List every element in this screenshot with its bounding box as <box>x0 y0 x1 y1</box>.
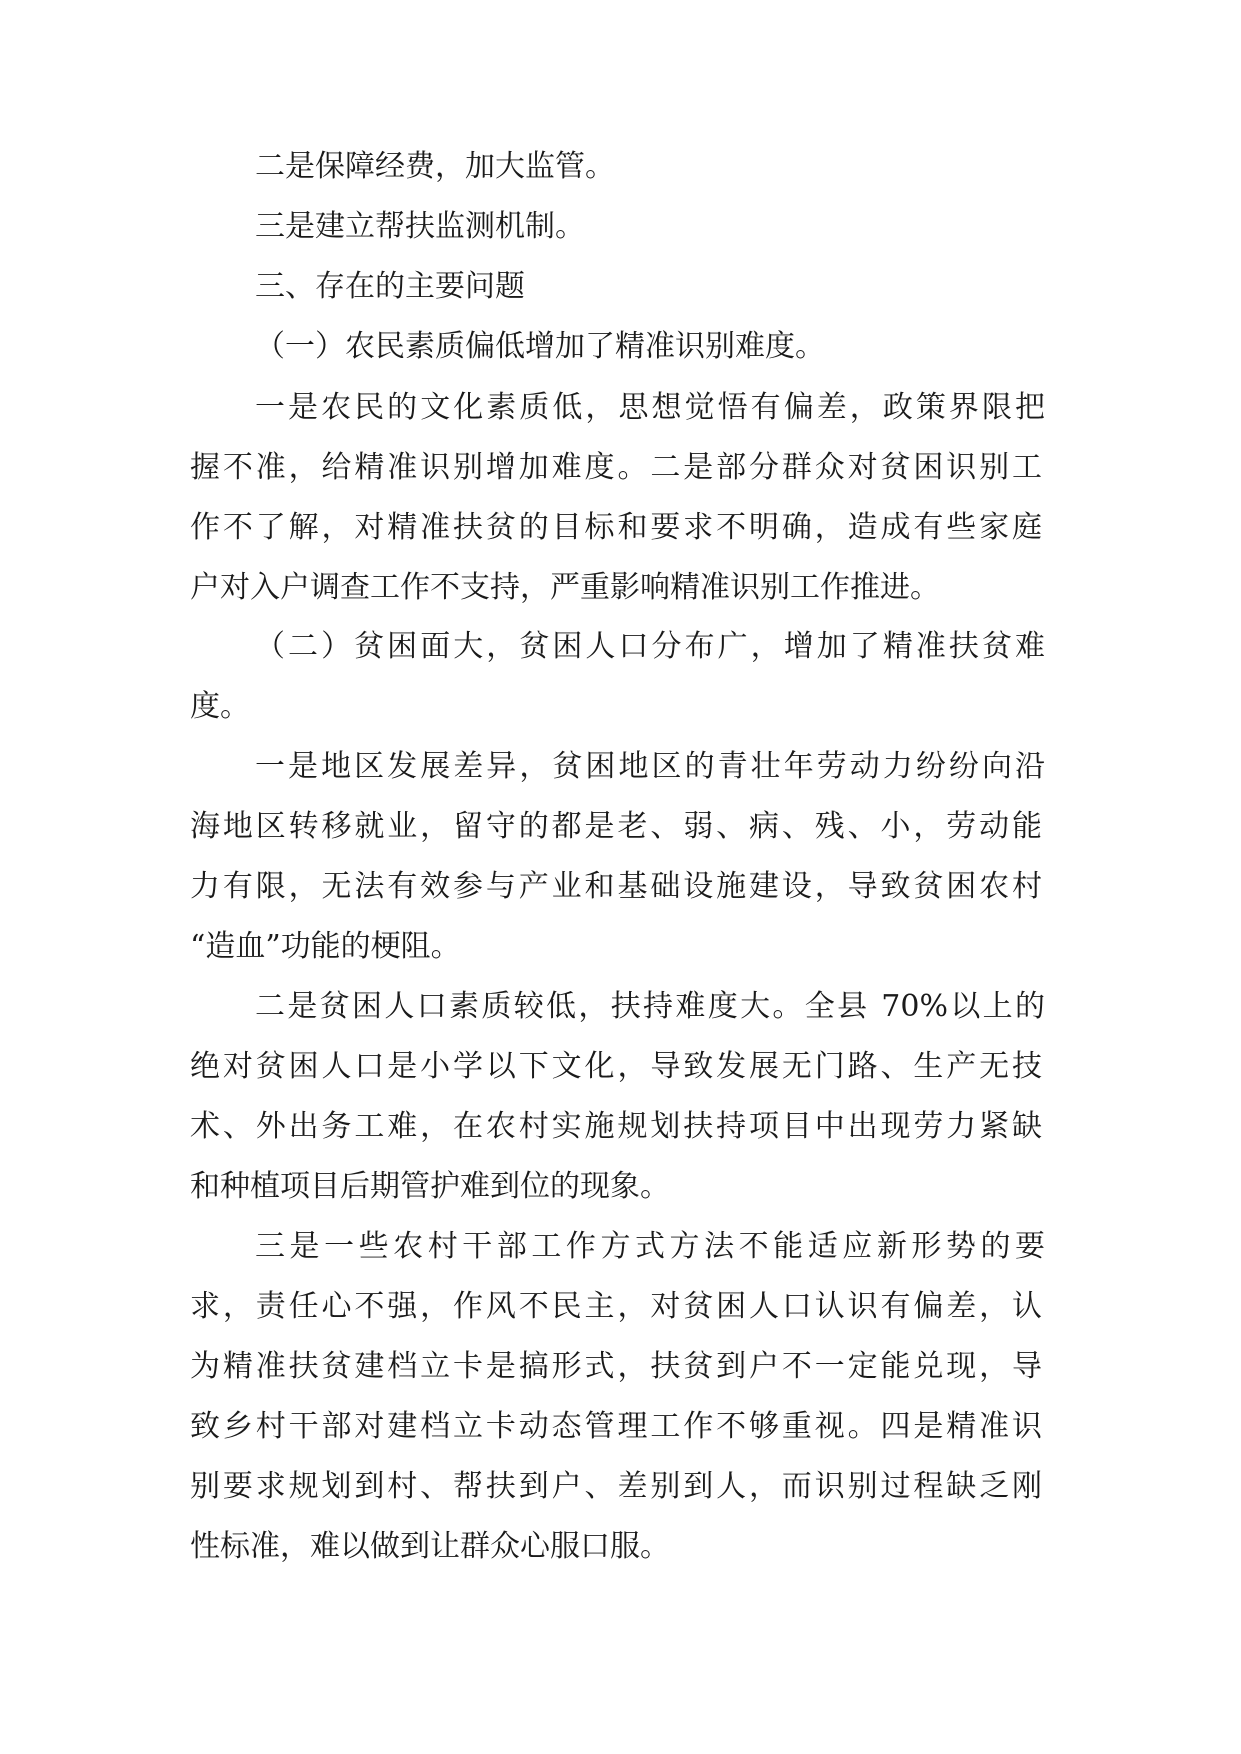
paragraph-line: 一是农民的文化素质低，思想觉悟有偏差，政策界限把 <box>255 390 1045 425</box>
paragraph-line: 性标准，难以做到让群众心服口服。 <box>190 1529 670 1564</box>
paragraph-line: 为精准扶贫建档立卡是搞形式，扶贫到户不一定能兑现，导 <box>190 1349 1042 1384</box>
paragraph-line: “造血”功能的梗阻。 <box>190 929 461 964</box>
subsection-heading: （二）贫困面大，贫困人口分布广，增加了精准扶贫难 <box>255 629 1045 664</box>
paragraph-line: 二是贫困人口素质较低，扶持难度大。全县 70%以上的 <box>255 989 1045 1024</box>
paragraph-line: 三是建立帮扶监测机制。 <box>255 209 585 244</box>
paragraph-line: 致乡村干部对建档立卡动态管理工作不够重视。四是精准识 <box>190 1409 1042 1444</box>
paragraph-line: 一是地区发展差异，贫困地区的青壮年劳动力纷纷向沿 <box>255 749 1045 784</box>
subsection-heading: （一）农民素质偏低增加了精准识别难度。 <box>255 329 825 364</box>
paragraph-line: 作不了解，对精准扶贫的目标和要求不明确，造成有些家庭 <box>190 510 1042 545</box>
paragraph-line: 别要求规划到村、帮扶到户、差别到人，而识别过程缺乏刚 <box>190 1469 1042 1504</box>
paragraph-line: 绝对贫困人口是小学以下文化，导致发展无门路、生产无技 <box>190 1049 1042 1084</box>
paragraph-line: 握不准，给精准识别增加难度。二是部分群众对贫困识别工 <box>190 450 1042 485</box>
paragraph-line: 术、外出务工难，在农村实施规划扶持项目中出现劳力紧缺 <box>190 1109 1042 1144</box>
paragraph-line: 和种植项目后期管护难到位的现象。 <box>190 1169 670 1204</box>
paragraph-line: 二是保障经费，加大监管。 <box>255 149 615 184</box>
subsection-heading: 度。 <box>190 689 250 724</box>
paragraph-line: 海地区转移就业，留守的都是老、弱、病、残、小，劳动能 <box>190 809 1042 844</box>
paragraph-line: 求，责任心不强，作风不民主，对贫困人口认识有偏差，认 <box>190 1289 1042 1324</box>
paragraph-line: 户对入户调查工作不支持，严重影响精准识别工作推进。 <box>190 570 940 605</box>
paragraph-line: 力有限，无法有效参与产业和基础设施建设，导致贫困农村 <box>190 869 1042 904</box>
paragraph-line: 三是一些农村干部工作方式方法不能适应新形势的要 <box>255 1229 1045 1264</box>
section-heading: 三、存在的主要问题 <box>255 269 525 304</box>
